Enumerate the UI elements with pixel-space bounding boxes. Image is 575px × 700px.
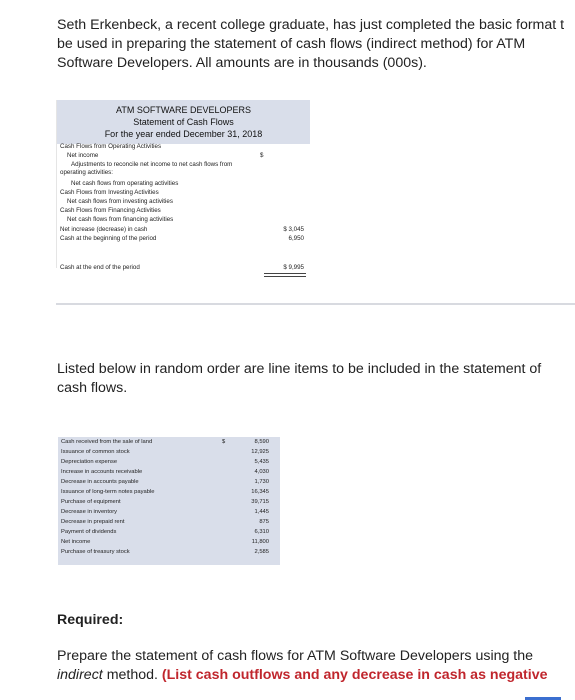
statement-row-label: Adjustments to reconcile net income to net cash flows from: [71, 161, 233, 168]
statement-row-label: Net cash flows from investing activities: [67, 198, 173, 205]
statement-header: [57, 100, 310, 144]
statement-row-value: 6,950: [288, 235, 304, 242]
listed-line-2: cash flows.: [57, 380, 128, 396]
statement-row-label: Cash Flows from Financing Activities: [60, 207, 161, 214]
intro-paragraph: [57, 16, 575, 73]
statement-row-value: $ 9,995: [283, 264, 304, 271]
statement-period: For the year ended December 31, 2018: [104, 129, 263, 139]
line-item-label: Purchase of treasury stock: [61, 549, 130, 555]
statement-row-label: Cash at the beginning of the period: [60, 235, 157, 242]
statement-footer-space: [57, 277, 310, 285]
line-item-value: 2,585: [254, 549, 269, 555]
statement-row-value: $: [260, 152, 264, 159]
line-item-value: 12,925: [251, 449, 269, 455]
required-line-1: Prepare the statement of cash flows for ATM Software Developers using the: [57, 648, 534, 664]
italic-indirect: indirect: [57, 667, 103, 683]
statement-row-label: Cash Flows from Investing Activities: [60, 189, 159, 196]
method-text: method.: [102, 667, 162, 683]
line-item-label: Payment of dividends: [61, 529, 117, 535]
statement-row-label: Net income: [67, 152, 99, 159]
required-line-2: [57, 666, 575, 685]
line-item-label: Decrease in accounts payable: [61, 479, 139, 485]
listed-line-1: Listed below in random order are line items to be included in the statement of: [57, 361, 542, 377]
statement-of-cash-flows-table: [57, 100, 310, 271]
intro-line-3: Software Developers. All amounts are in thousands (000s).: [57, 55, 427, 71]
line-item-value: 1,730: [254, 479, 269, 485]
line-item-value: 5,435: [254, 459, 269, 465]
line-item-label: Issuance of long-term notes payable: [61, 489, 155, 495]
line-item-label: Cash received from the sale of land: [61, 439, 153, 445]
total-rule-1: [264, 273, 306, 274]
required-paragraph: [57, 647, 575, 685]
line-item-value: 1,445: [254, 509, 269, 515]
dollar-sign: $: [222, 439, 226, 445]
intro-line-1: Seth Erkenbeck, a recent college graduate, has just completed the basic format t: [57, 17, 565, 33]
listed-paragraph: [57, 360, 575, 398]
statement-row-label: Cash at the end of the period: [60, 264, 140, 271]
line-item-value: 6,310: [254, 529, 269, 535]
section-divider: [56, 303, 575, 305]
statement-company: ATM SOFTWARE DEVELOPERS: [115, 105, 252, 115]
line-item-label: Increase in accounts receivable: [61, 469, 143, 475]
instruction-red: (List cash outflows and any decrease in cash as negative: [161, 667, 548, 683]
line-item-label: Net income: [61, 539, 91, 545]
line-item-value: 39,715: [251, 499, 269, 505]
line-items-table: [58, 437, 280, 565]
statement-row-label: operating activities:: [60, 169, 113, 176]
statement-row-label: Net cash flows from operating activities: [71, 180, 179, 187]
line-item-label: Issuance of common stock: [61, 449, 130, 455]
intro-line-2: be used in preparing the statement of cash flows (indirect method) for ATM: [57, 36, 526, 52]
statement-row-label: Net increase (decrease) in cash: [60, 226, 148, 233]
statement-title: Statement of Cash Flows: [133, 117, 234, 127]
statement-row-value: $ 3,045: [283, 226, 304, 233]
statement-row-label: Cash Flows from Operating Activities: [60, 143, 162, 150]
line-item-label: Depreciation expense: [61, 459, 118, 465]
line-item-value: 11,800: [251, 539, 269, 545]
line-item-value: 16,345: [251, 489, 269, 495]
line-item-label: Decrease in prepaid rent: [61, 519, 125, 525]
line-item-label: Decrease in inventory: [61, 509, 118, 515]
line-item-value: 4,030: [254, 469, 269, 475]
line-item-value: 875: [259, 519, 269, 525]
line-item-value: 8,590: [254, 439, 269, 445]
line-item-label: Purchase of equipment: [61, 499, 121, 505]
required-heading: Required:: [57, 612, 124, 628]
statement-row-label: Net cash flows from financing activities: [67, 216, 174, 223]
